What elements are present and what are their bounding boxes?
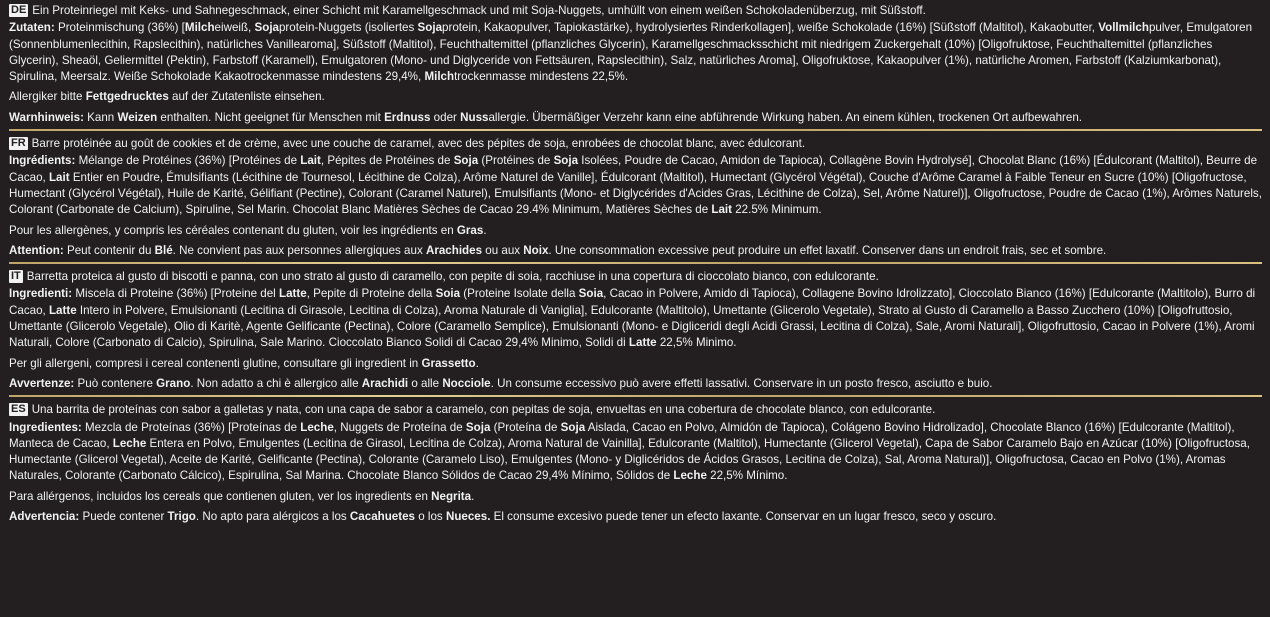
- warning-note: [9, 243, 1262, 259]
- section-es: [9, 402, 1262, 525]
- language-code-badge: DE: [11, 4, 27, 16]
- text-run: eiweiß,: [214, 21, 255, 35]
- bold-text-run: Soja: [453, 154, 479, 168]
- text-run: auf der Zutatenliste einsehen.: [168, 90, 325, 104]
- text-run: .: [483, 223, 487, 237]
- text-run: Entier en Poudre, Émulsifiants (Lécithine de Tournesol, Lécithine de Colza), Arôme Naturel de Vanille], Édulcorant (Maltitol), Humectant (Glycérol Végétal), Couche d'Arôme Caramel à Faible Teneur en Sucre (10%) [Oligofructose, Humectant (Glycérol Végétal), Huile de Karité, Gélifiant (Pectine), Colorant (Caramel Naturel), Emulsifiants (Mono- et Diglycérides d'Acides Gras, Lécithine de Colza), Sel, Arôme Naturel)], Oligofructose, Poudre de Cacao (1%), Arômes Naturels, Colorant (Carbonate de Calcium), Spiruline, Sel Marin. Chocolat Blanc Matières Sèches de Cacao 29.4% Minimum, Matières Sèches de: [9, 170, 1262, 217]
- warning-note: [9, 110, 1262, 126]
- text-run: Aislada, Cacao en Polvo, Almidón de Tapioca), Colágeno Bovino Hidrolizado], Chocolate Blanco (16%) [Edulcorante (Maltitol), Manteca de Cacao,: [9, 420, 1235, 450]
- section-it: [9, 269, 1262, 397]
- language-code-badge: IT: [11, 270, 21, 283]
- bold-text-run: Erdnuss: [384, 110, 431, 124]
- text-run: .: [471, 489, 475, 503]
- bold-text-run: Weizen: [117, 110, 158, 124]
- text-run: . Une consommation excessive peut produire un effet laxatif. Conserver dans un endroit frais, sec et sombre.: [548, 243, 1107, 257]
- bold-text-run: Trigo: [167, 510, 196, 524]
- ingredients-paragraph: [9, 286, 1262, 351]
- text-run: 22.5% Minimum.: [732, 203, 822, 217]
- bold-text-run: Nueces.: [445, 510, 491, 524]
- bold-text-run: Gras: [456, 223, 484, 237]
- bold-text-run: Milch: [424, 70, 455, 84]
- allergen-note: [9, 89, 1262, 105]
- bold-text-run: Lait: [48, 170, 70, 184]
- bold-text-run: Nocciole: [442, 376, 491, 390]
- section-fr: [9, 136, 1262, 264]
- bold-text-run: Ingredienti:: [9, 287, 73, 301]
- text-run: ou aux: [482, 243, 524, 257]
- bold-text-run: Zutaten:: [9, 21, 55, 35]
- text-run: trockenmasse mindestens 22,5%.: [454, 70, 629, 84]
- bold-text-run: Ingrédients:: [9, 154, 76, 168]
- bold-text-run: Latte: [278, 287, 307, 301]
- warning-note: [9, 509, 1262, 525]
- bold-text-run: Soja: [254, 21, 279, 35]
- bold-text-run: Leche: [112, 436, 147, 450]
- text-run: , Cacao in Polvere, Amido di Tapioca), Collagene Bovino Idrolizzato], Cioccolato Bianco (16%) [Edulcorante (Maltitolo), Burro di Cacao,: [9, 287, 1256, 317]
- text-run: pulver, Emulgatoren (Sonnenblumenlecithin, Rapslecithin), natürliches Vanillearoma], Süßstoff (Maltitol), Feuchthaltemittel (pflanzliches Glycerin), Karamellgeschmacksschicht mit niedrigem Zuckergehalt (10%) [Oligofruktose, Feuchthaltemittel (pflanzliches Glycerin), Sheaöl, Geliermittel (Pektin), Farbstoff (Karamell), Emulgatoren (Mono- und Diglyceride von Fettsäuren, Rapslecithin), Salz, natürliches Aroma], Oligofruktose, Kakaopulver (1%), natürliche Aromen, Farbstoff (Kalziumkarbonat), Spirulina, Meersalz. Weiße Schokolade Kakaotrockenmasse mindestens 29,4%,: [9, 21, 1253, 84]
- bold-text-run: Attention:: [9, 243, 64, 257]
- bold-text-run: Leche: [673, 469, 707, 483]
- text-run: (Proteína de: [490, 420, 561, 434]
- bold-text-run: Arachides: [425, 243, 483, 257]
- text-run: . Ne convient pas aux personnes allergiques aux: [172, 243, 426, 257]
- text-run: Puede contener: [79, 510, 168, 524]
- text-run: Mélange de Protéines (36%) [Protéines de: [75, 154, 301, 168]
- product-description: [9, 3, 1262, 19]
- ingredients-paragraph: [9, 153, 1262, 218]
- bold-text-run: Soja: [417, 21, 443, 35]
- text-run: Proteinmischung (36%) [: [54, 21, 185, 35]
- product-description: [9, 136, 1262, 152]
- text-run: Miscela di Proteine (36%) [Proteine del: [72, 287, 279, 301]
- text-run: . Non adatto a chi è allergico alle: [190, 376, 362, 390]
- text-run: 22,5% Minimo.: [656, 336, 737, 350]
- bold-text-run: Leche: [300, 420, 334, 434]
- bold-text-run: Grassetto: [421, 356, 476, 370]
- text-run: , Pépites de Protéines de: [320, 154, 454, 168]
- bold-text-run: Ingredientes:: [9, 420, 82, 434]
- text-run: 22,5% Mínimo.: [706, 469, 788, 483]
- text-run: oder: [430, 110, 461, 124]
- text-run: Intero in Polvere, Emulsionanti (Lecitina di Girasole, Lecitina di Colza), Aroma Naturale di Vaniglia], Edulcorante (Maltitolo), Umettante (Glicerolo Vegetale), Strato al Gusto di Caramello a Basso Zucchero (10%) [Oligofruttosio, Umettante (Glicerolo Vegetale), Olio di Karitè, Agente Gelificante (Pectina), Colore (Caramello Semplice), Emulsionanti (Mono- e Digliceridi degli Acidi Grassi, Lecitina di Colza), Sale, Aromi Naturali], Oligofruttosio, Cacao in Polvere (1%), Aromi Naturali, Colore (Carbonato di Calcio), Spirulina, Sale Marino. Cioccolato Bianco Solidi di Cacao 29,4% Minimo, Solidi di: [9, 303, 1255, 350]
- text-run: protein, Kakaopulver, Tapiokastärke), hydrolysiertes Rinderkollagen], weiße Schokolade (16%) [Süßstoff (Maltitol), Kakaobutter,: [442, 21, 1099, 35]
- product-description: [9, 402, 1262, 418]
- text-run: Pour les allergènes, y compris les céréales contenant du gluten, voir les ingrédients en: [9, 223, 457, 237]
- allergen-note: [9, 489, 1262, 505]
- text-run: Para allérgenos, incluidos los cereals que contienen gluten, ver los ingredients en: [9, 489, 432, 503]
- bold-text-run: Lait: [300, 154, 321, 168]
- text-run: Mezcla de Proteínas (36%) [Proteínas de: [81, 420, 301, 434]
- allergen-note: [9, 223, 1262, 239]
- text-run: Può contenere: [74, 376, 157, 390]
- bold-text-run: Arachidi: [361, 376, 409, 390]
- bold-text-run: Avvertenze:: [9, 376, 75, 390]
- bold-text-run: Advertencia:: [9, 510, 80, 524]
- bold-text-run: Grano: [156, 376, 191, 390]
- bold-text-run: Vollmilch: [1098, 21, 1149, 35]
- allergen-note: [9, 356, 1262, 372]
- bold-text-run: Fettgedrucktes: [85, 90, 169, 104]
- bold-text-run: Soia: [435, 287, 461, 301]
- description-text: Barre protéinée au goût de cookies et de crème, avec une couche de caramel, avec des pépites de soja, enrobées de chocolat blanc, avec édulcorant.: [31, 137, 806, 151]
- bold-text-run: Negrita: [431, 489, 472, 503]
- description-text: Ein Proteinriegel mit Keks- und Sahnegeschmack, einer Schicht mit Karamellgeschmack und mit Soja-Nuggets, umhüllt von einem weißen Schokoladenüberzug, mit Süßstoff.: [32, 4, 926, 17]
- description-text: Una barrita de proteínas con sabor a galletas y nata, con una capa de sabor a caramelo, con pepitas de soja, envueltas en una cobertura de chocolate blanco, con edulcorante.: [31, 403, 936, 417]
- text-run: o alle: [408, 376, 443, 390]
- bold-text-run: Soja: [553, 154, 579, 168]
- bold-text-run: Soja: [560, 420, 586, 434]
- text-run: enthalten. Nicht geeignet für Menschen mit: [157, 110, 385, 124]
- bold-text-run: Soia: [578, 287, 604, 301]
- bold-text-run: Blé: [154, 243, 173, 257]
- bold-text-run: Soja: [465, 420, 491, 434]
- ingredients-paragraph: [9, 420, 1262, 485]
- bold-text-run: Latte: [48, 303, 77, 317]
- text-run: .: [475, 356, 479, 370]
- text-run: Isolées, Poudre de Cacao, Amidon de Tapioca), Collagène Bovin Hydrolysé], Chocolat Blanc (16%) [Édulcorant (Maltitol), Beurre de Cacao,: [9, 154, 1258, 184]
- text-run: . Un consume eccessivo può avere effetti lassativi. Conservare in un posto fresco, asciutto e buio.: [490, 376, 993, 390]
- ingredients-paragraph: [9, 20, 1262, 85]
- text-run: , Nuggets de Proteína de: [333, 420, 466, 434]
- bold-text-run: Milch: [184, 21, 215, 35]
- text-run: Entera en Polvo, Emulgentes (Lecitina de Girasol, Lecitina de Colza), Aroma Natural de Vainilla], Edulcorante (Maltitol), Humectante (Glicerol Vegetal), Capa de Sabor Caramelo Bajo en Azúcar (10%) [Oligofructosa, Humectante (Glicerol Vegetal), Aceite de Karité, Gelificante (Pectina), Colorante (Caramelo Liso), Emulgentes (Mono- y Diglicéridos de Ácidos Grasos, Lecitina de Colza), Sal, Aroma Natural)], Oligofructosa, Cacao en Polvo (1%), Aromas Naturales, Colorante (Carbonato Cálcico), Espirulina, Sal Marina. Chocolate Blanco Sólidos de Cacao 29,4% Mínimo, Sólidos de: [9, 436, 1250, 483]
- product-description: [9, 269, 1262, 285]
- text-run: El consume excesivo puede tener un efecto laxante. Conservar en un lugar fresco, seco y oscuro.: [490, 510, 997, 524]
- text-run: Peut contenir du: [63, 243, 155, 257]
- text-run: (Proteine Isolate della: [460, 287, 579, 301]
- bold-text-run: Nuss: [460, 110, 489, 124]
- bold-text-run: Noix: [523, 243, 549, 257]
- section-de: [9, 3, 1262, 131]
- bold-text-run: Latte: [628, 336, 657, 350]
- warning-note: [9, 376, 1262, 392]
- description-text: Barretta proteica al gusto di biscotti e panna, con uno strato al gusto di caramello, con pepite di soia, racchiuse in una copertura di cioccolato bianco, con edulcorante.: [26, 270, 879, 284]
- text-run: . No apto para alérgicos a los: [195, 510, 350, 524]
- text-run: Per gli allergeni, compresi i cereal contenenti glutine, consultare gli ingredient in: [9, 356, 422, 370]
- text-run: (Protéines de: [478, 154, 554, 168]
- text-run: o los: [415, 510, 446, 524]
- text-run: , Pepite di Proteine della: [306, 287, 436, 301]
- bold-text-run: Lait: [711, 203, 733, 217]
- language-code-badge: ES: [11, 403, 26, 416]
- language-code-badge: FR: [11, 137, 26, 150]
- text-run: Kann: [83, 110, 118, 124]
- text-run: Allergiker bitte: [9, 90, 86, 104]
- text-run: allergie. Übermäßiger Verzehr kann eine abführende Wirkung haben. An einem kühlen, trockenen Ort aufbewahren.: [488, 110, 1083, 124]
- text-run: protein-Nuggets (isoliertes: [278, 21, 418, 35]
- bold-text-run: Cacahuetes: [349, 510, 416, 524]
- bold-text-run: Warnhinweis:: [9, 110, 84, 124]
